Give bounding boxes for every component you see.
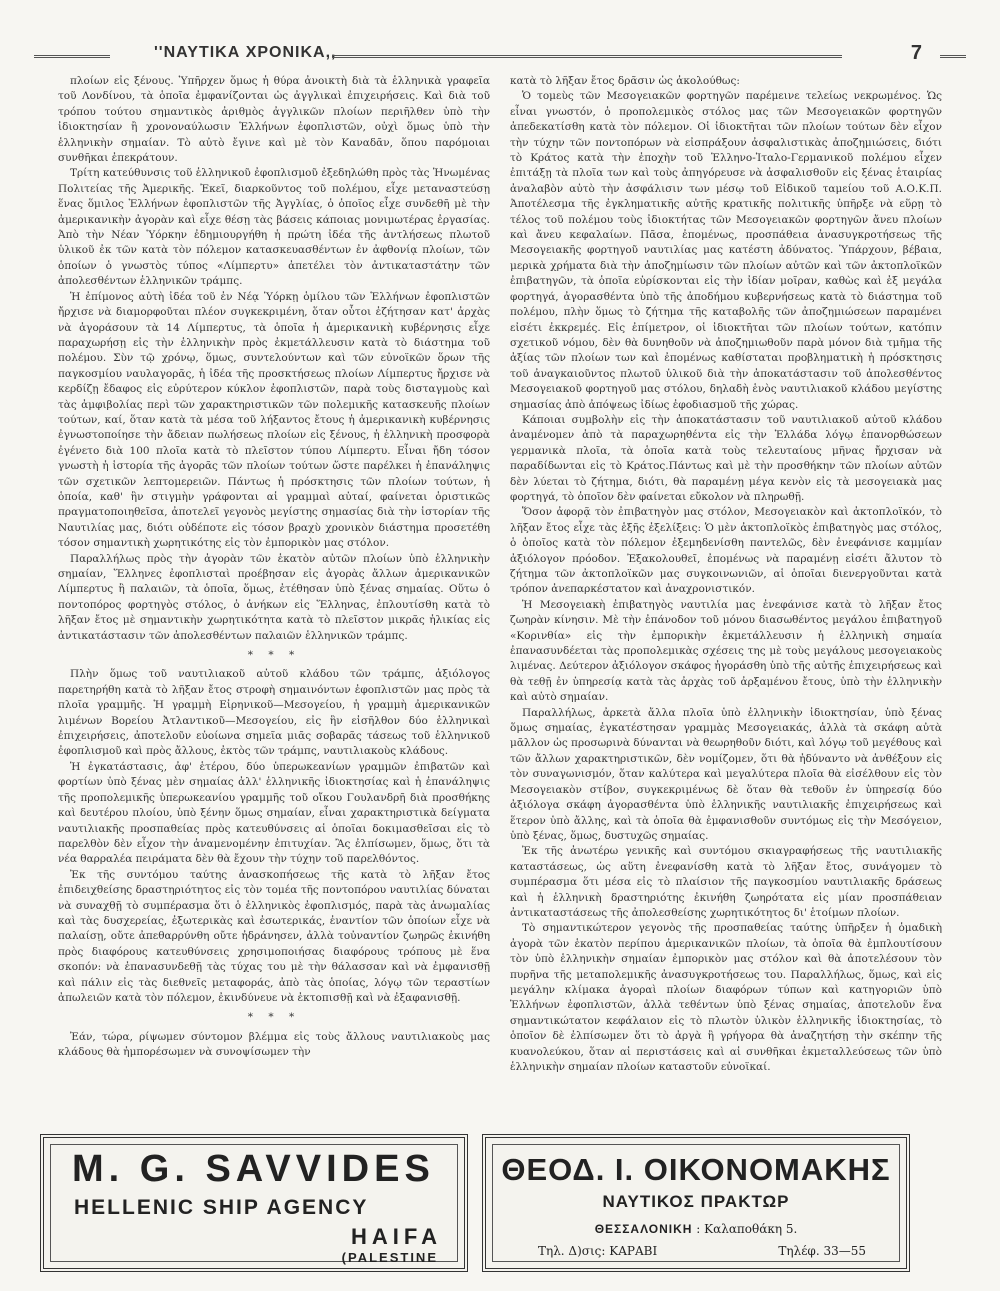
header-rule-middle [332,55,842,58]
header-rule-right [940,55,966,58]
right-column [510,74,942,1132]
header-rule-left [34,55,110,58]
paragraph: Ἡ Μεσογειακὴ ἐπιβατηγὸς ναυτιλία μας ἐνεφάνισε κατὰ τὸ λῆξαν ἔτος ζωηρὰν κίνησιν. Μὲ τὴν ἐπάνοδον τοῦ μόνου διασωθέντος μεγάλου ἐπιβατηγοῦ «Κορινθία» εἰς τὴν ἐμπορικὴν ἐκμετάλλευσιν ἡ ἑλληνικὴ σημαία ἐπανασυνδέεται τὰς προπολεμικὰς σχέσεις της μὲ τοὺς μεγάλους μεσογειακοὺς λιμένας. Δεύτερον ἀξιόλογον σκάφος ἠγοράσθη ὑπὸ τῆς αὐτῆς ἐπιχειρήσεως καὶ θὰ τεθῇ ἐν ὑπηρεσίᾳ κατὰ τὰς ἀρχὰς τοῦ ἀρξαμένου ἔτους, ὑπὸ τὴν ἑλληνικὴν καὶ αὐτὸ σημαίαν. [510,598,942,704]
paragraph: Ὁ τομεὺς τῶν Μεσογειακῶν φορτηγῶν παρέμεινε τελείως νεκρωμένος. Ὡς εἶναι γνωστόν, ὁ προπολεμικὸς στόλος μας τῶν Μεσογειακῶν φορτηγῶν ἀπεδεκατίσθη κατὰ τὸν πόλεμον. Οἱ ἰδιοκτῆται τῶν πλοίων τούτων δὲν εἶχον τὴν τύχην τῶν ποντοπόρων νὰ εἰσπράξουν ἀσφαλιστικὰς ἀποζημιώσεις, διότι τὸ Κράτος κατὰ τὴν ἐποχὴν τοῦ Ἑλληνο-Ἰταλο-Γερμανικοῦ πολέμου εἶχεν ἐπιτάξῃ τὰ πλοῖα των καὶ τοὺς ἀπηγόρευσε νὰ ἀσφαλισθοῦν εἰς ξένας ἑταιρίας ἀναλαβὸν αὐτὸ τὴν ἀσφάλισιν των μέσῳ τοῦ Εἰδικοῦ ταμείου τοῦ Α.Ο.Κ.Π. Ἀποτέλεσμα τῆς ἐγκληματικῆς αὐτῆς κρατικῆς πολιτικῆς ὑπῆρξε νὰ εὕρῃ τὸ τέλος τοῦ πολέμου τοὺς ἰδιοκτήτας τῶν Μεσογειακῶν φορτηγῶν ἄνευ πλοίων καὶ ἄνευ κεφαλαίων. Πᾶσα, ἐπομένως, προσπάθεια ἀνασυγκροτήσεως τῆς Μεσογειακῆς φορτηγοῦ ναυτιλίας μας κατέστη ἀδύνατος. Ὑπάρχουν, βέβαια, μερικὰ χρήματα διὰ τὴν ἀποζημίωσιν τῶν πλοίων αὐτῶν καὶ τῶν ἀκτοπλοϊκῶν ἐπιβατηγῶν, τὰ ὁποῖα εὑρίσκονται εἰς τὴν ἰδίαν μοῖραν, καθὼς καὶ ἐξ μεγάλα φορτηγά, ἀγορασθέντα ὑπὸ τῆς ἀποδήμου κυβερνήσεως κατὰ τὸ διάστημα τοῦ πολέμου, πλὴν ὅμως τὸ ζήτημα τῆς καταβολῆς τῶν ἀποζημιώσεων παραμένει εἰσέτι ἐκκρεμές. Εἰς ἐπίμετρον, οἱ ἰδιοκτῆται τῶν πλοίων τούτων, κατόπιν σχετικοῦ νόμου, δὲν θὰ δυνηθοῦν νὰ ἀποζημιωθοῦν παρὰ μόνον διὰ τμῆμα τῆς ἀξίας τῶν πλοίων των καὶ ἐπομένως καθίσταται προβληματικὴ ἡ πρόσκτησις τοῦ ἀναγκαιοῦντος πλωτοῦ ὑλικοῦ διὰ τὴν ἀποκατάστασιν τοῦ ἀπολεσθέντος Μεσογειακοῦ φορτηγοῦ μας στόλου, δηλαδὴ ἑνὸς ναυτιλιακοῦ κλάδου μεγίστης σημασίας ἀπὸ ἀπόψεως ἰδίως ἐφοδιασμοῦ τῆς χώρας. [510,90,942,411]
paragraph: Ὅσον ἀφορᾷ τὸν ἐπιβατηγὸν μας στόλον, Μεσογειακὸν καὶ ἀκτοπλοϊκόν, τὸ λῆξαν ἔτος εἶχε τὰς ἑξῆς ἐξελίξεις: Ὁ μὲν ἀκτοπλοϊκὸς ἐπιβατηγὸς μας στόλος, ὁ ὁποῖος κατὰ τὸν πόλεμον ἐξεμηδενίσθη παντελῶς, δὲν ἐνεφάνισε καμμίαν ἀξιόλογον πρόοδον. Ἐξακολουθεῖ, ἐπομένως νὰ παραμένῃ εἰσέτι ἄλυτον τὸ ζήτημα τῶν ἀκτοπλοϊκῶν μας συγκοινωνιῶν, αἱ ὁποῖαι διενεργοῦνται κατὰ τρόπον ἀνεπαρκέστατον καὶ ἀναχρονιστικόν. [510,506,942,596]
page-header [34,44,966,68]
paragraph: Πλὴν ὅμως τοῦ ναυτιλιακοῦ αὐτοῦ κλάδου τῶν τράμπς, ἀξιόλογος παρετηρήθη κατὰ τὸ λῆξαν ἔτος στροφὴ σημαινόντων ἐφοπλιστῶν μας πρὸς τὰ πλοῖα γραμμῆς. Ἡ γραμμὴ Εἰρηνικοῦ—Μεσογείου, ἡ γραμμὴ ἀμερικανικῶν λιμένων Βορείου Ἀτλαντικοῦ—Μεσογείου, εἰς ἣν εἰσῆλθον δύο ἑλληνικαὶ ἐπιχειρήσεις, ἀποτελοῦν εὐοίωνα σημεῖα μιᾶς σοβαρᾶς τάσεως τοῦ ἑλληνικοῦ ἐφοπλισμοῦ καὶ πρὸς ἄλλους, ἐκτὸς τῶν τράμπς, ναυτιλιακοὺς κλάδους. [58,668,490,758]
paragraph: Παραλλήλως, ἀρκετὰ ἄλλα πλοῖα ὑπὸ ἑλληνικὴν ἰδιοκτησίαν, ὑπὸ ξένας ὅμως σημαίας, ἐγκατέστησαν γραμμὰς Μεσογειακάς, ἀλλὰ τὰ σκάφη αὐτὰ μᾶλλον ὡς προσωρινὰ δύνανται νὰ θεωρηθοῦν διότι, καὶ λόγῳ τοῦ μεγέθους καὶ τῶν ἄλλων χαρακτηριστικῶν, δὲν νομίζομεν, ὅτι θὰ ἠδύναντο νὰ ἀνθέξουν εἰς τὸν συναγωνισμόν, ὅταν καλύτερα καὶ μεγαλύτερα πλοῖα θὰ εἰσέλθουν εἰς τὸν Μεσογειακὸν στίβον, συγκεκριμένως δὲ ὅταν θὰ τεθοῦν ἐν ὑπηρεσίᾳ δύο ἀξιόλογα σκάφη ἀγορασθέντα ὑπὸ ἑλληνικῆς ναυτιλιακῆς ἐπιχειρήσεως καὶ ἕτερον ὑπὸ ἄλλης, καὶ τὰ ὁποῖα θὰ ἐμφανισθοῦν συντόμως εἰς τὴν Μεσόγειον, ὑπὸ ξένας, ὅμως, δυστυχῶς σημαίας. [510,706,942,842]
ad-agent-name: ΘΕΟΔ. Ι. ΟΙΚΟΝΟΜΑΚΗΣ [501,1152,891,1187]
advertisement-savvides [40,1134,468,1272]
paragraph: κατὰ τὸ λῆξαν ἔτος δρᾶσιν ὡς ἀκολούθως: [510,75,740,87]
section-divider: * * * [247,649,301,662]
paragraph: πλοίων εἰς ξένους. Ὑπῆρχεν ὅμως ἡ θύρα ἀνοικτὴ διὰ τὰ ἑλληνικὰ γραφεῖα τοῦ Λονδίνου, τὰ ὁποῖα ἐμφανίζονται ὡς ἀγγλικαὶ ἐπιχειρήσεις. Καὶ διὰ τοῦ τρόπου τούτου σημαντικὸς ἀριθμὸς ἀγγλικῶν πλοίων περιῆλθεν ὑπὸ τὴν ἰδιοκτησίαν ἢ χρονοναύλωσιν Ἑλλήνων ἐφοπλιστῶν, οὐχὶ ὅμως ὑπὸ τὴν ἑλληνικὴν σημαίαν. Τὸ αὐτὸ ἔγινε καὶ μὲ τὸν Καναδᾶν, ὅπου παρόμοιαι συνθῆκαι ἐπεκράτουν. [58,75,490,165]
paragraph: Ἐκ τῆς ἀνωτέρω γενικῆς καὶ συντόμου σκιαγραφήσεως τῆς ναυτιλιακῆς καταστάσεως, ὡς αὕτη ἐνεφανίσθη κατὰ τὸ λῆξαν ἔτος, συνάγομεν τὸ συμπέρασμα ὅτι μέσα εἰς τὸ πλαίσιον τῆς παγκοσμίου ναυτιλιακῆς δράσεως καὶ ἡ ἑλληνικὴ δραστηριότης ἐκινήθη ζωηρότατα εἰς μίαν προσπάθειαν ἀντικαταστάσεως τῆς ἀπολεσθείσης χωρητικότητος δι' ἑτοίμων πλοίων. [510,845,942,919]
ad-city: ΘΕΣΣΑΛΟΝΙΚΗ [594,1222,693,1236]
ad-city: HAIFA [351,1224,442,1249]
ad-agent-role: ΝΑΥΤΙΚΟΣ ΠΡΑΚΤΩΡ [602,1192,790,1211]
ad-telegraph: Τηλ. Δ)σις: ΚΑΡΑΒΙ [538,1244,658,1258]
advertisement-oikonomakis [482,1134,910,1272]
paragraph: Παραλλήλως πρὸς τὴν ἀγορὰν τῶν ἑκατὸν αὐτῶν πλοίων ὑπὸ ἑλληνικὴν σημαίαν, Ἕλληνες ἐφοπλισταὶ προέβησαν εἰς ἀγορὰς ἄλλων ἀμερικανικῶν Λίμπερτυς ἢ παλαιῶν, τὰ ὁποῖα, ὅμως, ἐτέθησαν ὑπὸ ξένας σημαίας. Οὕτω ὁ ποντοπόρος φορτηγὸς στόλος, ὁ ἀνήκων εἰς Ἕλληνας, ἐπλουτίσθη κατὰ τὸ λῆξαν ἔτος μὲ σημαντικὴν χωρητικότητα κατὰ τὸ πλεῖστον μικρᾶς ἡλικίας εἰς ἀντικατάστασιν τῶν ἀπολεσθέντων παλαιῶν ἑλληνικῶν τράμπς. [58,552,490,642]
section-divider: * * * [247,1011,301,1024]
paragraph: Ἐκ τῆς συντόμου ταύτης ἀνασκοπήσεως τῆς κατὰ τὸ λῆξαν ἔτος ἐπιδειχθείσης δραστηριότητος εἰς τὸν τομέα τῆς ποντοπόρου ναυτιλίας δύναται νὰ συναχθῇ τὸ συμπέρασμα ὅτι ὁ ἑλληνικὸς ἐφοπλισμός, παρὰ τὰς ἀνωμαλίας καὶ τὰς δυσχερείας, ἐξωτερικὰς καὶ ἐσωτερικάς, ἐναντίον τῶν ὁποίων εἶχε νὰ παλαίσῃ, οὔτε ἀπεθαρρύνθη οὔτε ἠδράνησεν, ἀλλὰ τοὐναντίον ζωηρῶς ἐκινήθη πρὸς διαφόρους κατευθύνσεις χρησιμοποιήσας διαφόρους τρόπους μὲ ἕνα σκοπόν: νὰ ἐπανασυνδεθῇ τὰς τύχας του μὲ τὴν θάλασσαν καὶ νὰ ἐμφανισθῇ καὶ πάλιν εἰς τὰς διεθνεῖς μεταφοράς, ἀπὸ τὰς ὁποίας, λόγῳ τῶν τεραστίων ἀπωλειῶν κατὰ τὸν πόλεμον, ἐκινδύνευε νὰ ἐκτοπισθῇ καὶ νὰ ἐξαφανισθῇ. [58,868,490,1004]
newspaper-title: ''ΝΑΥΤΙΚΑ ΧΡΟΝΙΚΑ,, [154,44,337,61]
ad-company-subtitle: HELLENIC SHIP AGENCY [74,1196,369,1219]
ad-phone: Τηλέφ. 33—55 [778,1244,866,1258]
ad-address [486,1222,906,1236]
paragraph: Ἡ ἐγκατάστασις, ἀφ' ἑτέρου, δύο ὑπερωκεανίων γραμμῶν ἐπιβατῶν καὶ φορτίων ὑπὸ ξένας μὲν σημαίας ἀλλ' ἑλληνικῆς ἰδιοκτησίας καὶ ἡ ἐπανάληψις τῆς προπολεμικῆς ὑπερωκεανίου γραμμῆς τοῦ οἴκου Γουλανδρῆ διὰ προσθήκης καὶ δευτέρου πλοίου, ὑπὸ ξένην ὅμως σημαίαν, εἶναι χαρακτηριστικὰ δείγματα ναυτιλιακῆς προσπαθείας πρὸς κατευθύνσεις αἱ ὁποῖαι δοκιμασθεῖσαι εἰς τὸ παρελθὸν δὲν εἶχον τὴν ἀναμενομένην ἐπιτυχίαν. Ἂς ἐλπίσωμεν, ὅμως, ὅτι τὰ νέα θαρραλέα πειράματα δὲν θὰ ἔχουν τὴν τύχην τοῦ παρελθόντος. [58,760,490,866]
paragraph: Ἐάν, τώρα, ρίψωμεν σύντομον βλέμμα εἰς τοὺς ἄλλους ναυτιλιακοὺς μας κλάδους θὰ ἠμπορέσωμεν νὰ συνοψίσωμεν τὴν [58,1030,490,1059]
paragraph: Ἡ ἐπίμονος αὐτὴ ἰδέα τοῦ ἐν Νέᾳ Ὑόρκῃ ὁμίλου τῶν Ἑλλήνων ἐφοπλιστῶν ἤρχισε νὰ διαμορφοῦται πλέον συγκεκριμένη, ὅταν οὗτοι ἐζήτησαν κατ' ἀρχὰς νὰ ἀγοράσουν τὰ 14 Λίμπερτυς, τὰ ὁποῖα ἡ ἀμερικανικὴ κυβέρνησις εἶχε παραχωρήσῃ εἰς τὴν ἑλληνικὴν πρὸς ἐκμετάλλευσιν κατὰ τὸ διάστημα τοῦ πολέμου. Σὺν τῷ χρόνῳ, ὅμως, συντελούντων καὶ τῶν εὐνοϊκῶν ὅρων τῆς παγκοσμίου ναυλαγορᾶς, ἡ ἰδέα τῆς προσκτήσεως πλοίων Λίμπερτυς ἤρχισε νὰ κερδίζῃ ἔδαφος εἰς εὐρύτερον κύκλον ἐφοπλιστῶν, παρὰ τοὺς δισταγμοὺς καὶ τὰς ἀμφιβολίας περὶ τῶν χαρακτηριστικῶν τῶν πολεμικῆς κατασκευῆς πλοίων τούτων, καί, ὅταν κατὰ τὰ μέσα τοῦ λήξαντος ἔτους ἡ ἀμερικανικὴ κυβέρνησις ἐγνωστοποίησε τὴν ἄδειαν πωλήσεως πλοίων εἰς ξένους, ἡ ἑλληνικὴ προσφορὰ ἐγένετο διὰ 100 πλοῖα κατὰ τὸ πλεῖστον τύπου Λίμπερτυ. Εἶναι ἤδη τόσον γνωστὴ ἡ ἱστορία τῆς ἀγορᾶς τῶν πλοίων τούτων ὥστε παρέλκει ἡ ἐπανάληψις τῶν σχετικῶν λεπτομερειῶν. Πάντως ἡ πρόσκτησις τῶν πλοίων τούτων, ἡ ὁποία, καθ' ἣν στιγμὴν γράφονται αἱ γραμμαὶ αὐταί, φαίνεται ὁριστικῶς πραγματοποιηθεῖσα, ἀποτελεῖ γεγονὸς μεγίστης σημασίας διὰ τὴν ἱστορίαν τῆς Ναυτιλίας μας, διότι οὐδέποτε εἰς τόσον βραχὺ χρονικὸν διάστημα προσετέθη τόσον σημαντικὴ χωρητικότης εἰς τὸν ἐμπορικὸν μας στόλον. [58,290,490,550]
ad-street: : Καλαποθάκη 5. [696,1222,798,1236]
paragraph: Τὸ σημαντικώτερον γεγονὸς τῆς προσπαθείας ταύτης ὑπῆρξεν ἡ ὁμαδικὴ ἀγορὰ τῶν ἑκατὸν περίπου ἀμερικανικῶν πλοίων, τὰ ὁποῖα θὰ ἐμπλουτίσουν τὸν ὑπὸ ἑλληνικὴν σημαίαν ἐμπορικὸν μας στόλον καὶ θὰ ἀποτελέσουν τὸν πυρῆνα τῆς μεταπολεμικῆς ἀνασυγκροτήσεως του. Παραλλήλως, ὅμως, καὶ εἰς μεγάλην κλίμακα ἀγοραὶ πλοίων διαφόρων τύπων καὶ κατηγοριῶν ὑπὸ Ἑλλήνων ἐφοπλιστῶν, ἀλλὰ τεθέντων ὑπὸ ξένας σημαίας, ἀποτελοῦν ἕνα σημαντικώτατον κεφάλαιον εἰς τὸ πλωτὸν ὑλικὸν ἑλληνικῆς ἰδιοκτησίας, τὸ ὁποῖον δὲ ἐλπίσωμεν ὅτι τὸ ἀργὰ ἢ γρήγορα θὰ ἀναζητήσῃ τὴν σκέπην τῆς κυανολεύκου, ὅταν αἱ περιστάσεις καὶ αἱ συνθῆκαι ἐκμεταλλεύσεως τῶν ὑπὸ ἑλληνικὴν σημαίαν πλοίων καταστοῦν εὐνοϊκαί. [510,922,942,1073]
left-column [58,74,490,1132]
paragraph: Τρίτη κατεύθυνσις τοῦ ἑλληνικοῦ ἐφοπλισμοῦ ἐξεδηλώθη πρὸς τὰς Ἡνωμένας Πολιτείας τῆς Ἀμερικῆς. Ἐκεῖ, διαρκοῦντος τοῦ πολέμου, εἶχε μεταναστεύσῃ ἕνας ὅμιλος Ἑλλήνων ἐφοπλιστῶν τῆς Ἀγγλίας, ὁ ὁποῖος εἶχε συνδεθῆ μὲ τὴν ἀμερικανικὴν ἀγορὰν καὶ εἶχε θέσῃ τὰς βάσεις κάποιας μονιμωτέρας ἐργασίας. Ἀπὸ τὴν Νέαν Ὑόρκην ἐδημιουργήθη ἡ πρώτη ἰδέα τῆς ἀντλήσεως πλωτοῦ ὑλικοῦ ἐκ τῶν κατὰ τὸν πόλεμον κατασκευασθέντων ἐν ἀφθονίᾳ πλοίων, τῶν ὁποίων ὁ γνωστὸς τύπος «Λίμπερτυ» ἀπετέλει τὸν ἀντικαταστάτην τῶν ἀπολεσθέντων ἑλληνικῶν τράμπς. [58,167,490,288]
page-number: 7 [910,42,922,64]
ad-company-name: M. G. SAVVIDES [72,1148,435,1190]
paragraph: Κάποιαι συμβολὴν εἰς τὴν ἀποκατάστασιν τοῦ ναυτιλιακοῦ αὐτοῦ κλάδου ἀναμένομεν ἀπὸ τὰ παραχωρηθέντα εἰς τὴν Ἑλλάδα λόγῳ ἐπανορθώσεων γερμανικὰ πλοῖα, τὰ ὁποῖα κατὰ τοὺς τελευταίους μῆνας ἤρχισαν νὰ παραδίδωνται εἰς τὸ Κράτος.Πάντως καὶ μὲ τὴν προσθήκην τῶν πλοίων αὐτῶν δὲν λύεται τὸ ζήτημα, διότι, θὰ παραμένῃ μέγα κενὸν εἰς τὰ μεσογειακὰ μας φορτηγά, τὸ ὁποῖον δὲν φαίνεται εὔκολον νὰ πληρωθῇ. [510,413,942,503]
ad-country: (PALESTINE [341,1250,438,1265]
